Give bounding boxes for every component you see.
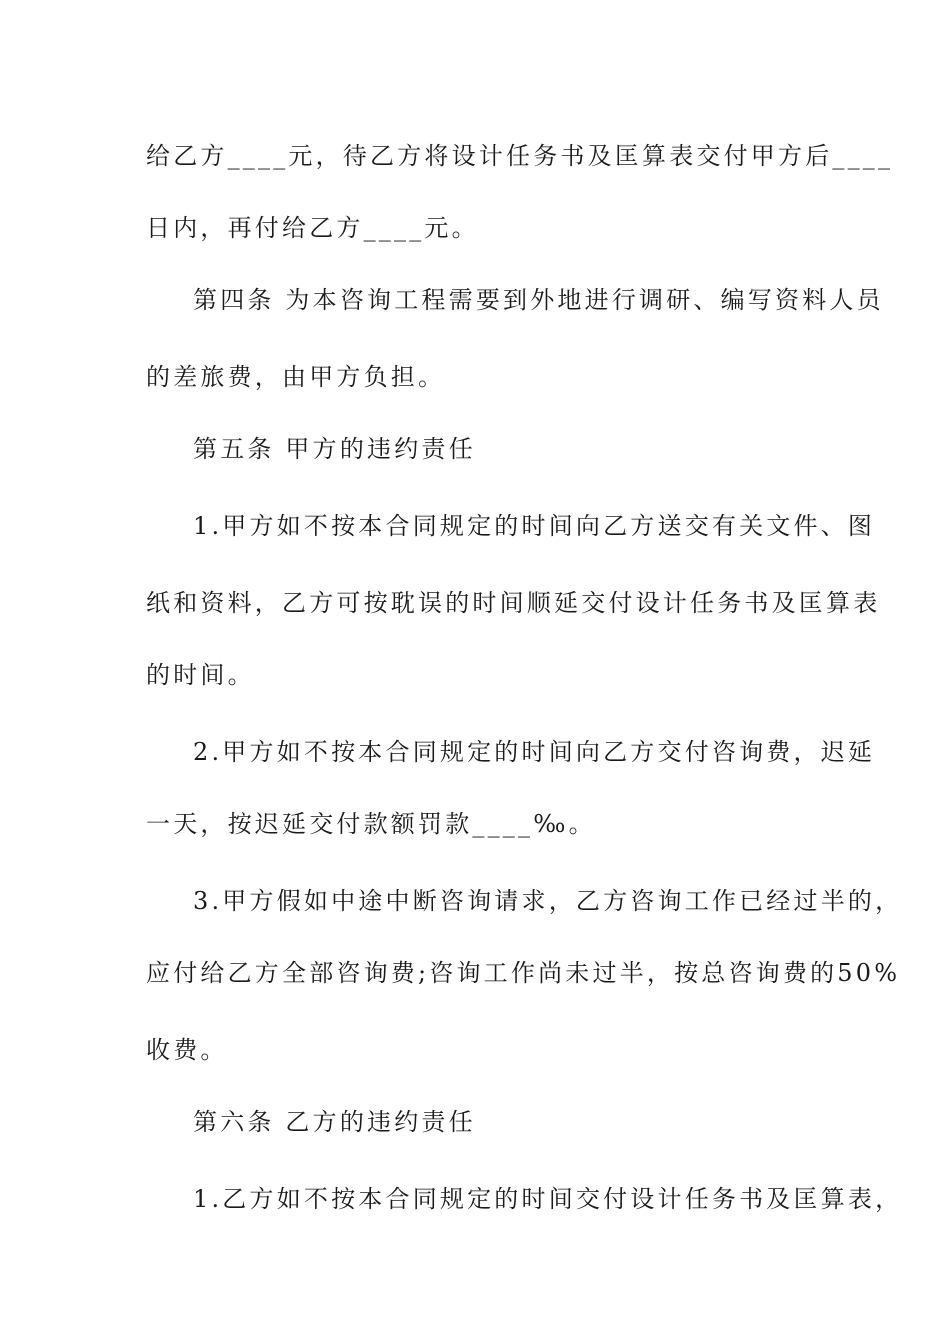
article-six-heading: 第六条 乙方的违约责任 — [193, 1108, 476, 1136]
paragraph-line: 的时间。 — [146, 661, 255, 689]
article-four-heading: 第四条 为本咨询工程需要到外地进行调研、编写资料人员 — [193, 286, 884, 314]
paragraph-line: 给乙方____元，待乙方将设计任务书及匡算表交付甲方后____ — [146, 142, 894, 170]
clause-line: 1.乙方如不按本合同规定的时间交付设计任务书及匡算表， — [193, 1185, 903, 1213]
paragraph-line: 的差旅费，由甲方负担。 — [146, 363, 446, 391]
article-five-heading: 第五条 甲方的违约责任 — [193, 435, 476, 463]
clause-line: 3.甲方假如中途中断咨询请求，乙方咨询工作已经过半的， — [193, 887, 903, 915]
paragraph-line: 一天，按迟延交付款额罚款____‰。 — [146, 810, 596, 838]
paragraph-line: 应付给乙方全部咨询费;咨询工作尚未过半，按总咨询费的50% — [146, 959, 901, 987]
paragraph-line: 日内，再付给乙方____元。 — [146, 214, 479, 242]
clause-line: 2.甲方如不按本合同规定的时间向乙方交付咨询费，迟延 — [193, 738, 876, 766]
clause-line: 1.甲方如不按本合同规定的时间向乙方送交有关文件、图 — [193, 512, 876, 540]
paragraph-line: 纸和资料，乙方可按耽误的时间顺延交付设计任务书及匡算表 — [146, 589, 881, 617]
paragraph-line: 收费。 — [146, 1036, 228, 1064]
